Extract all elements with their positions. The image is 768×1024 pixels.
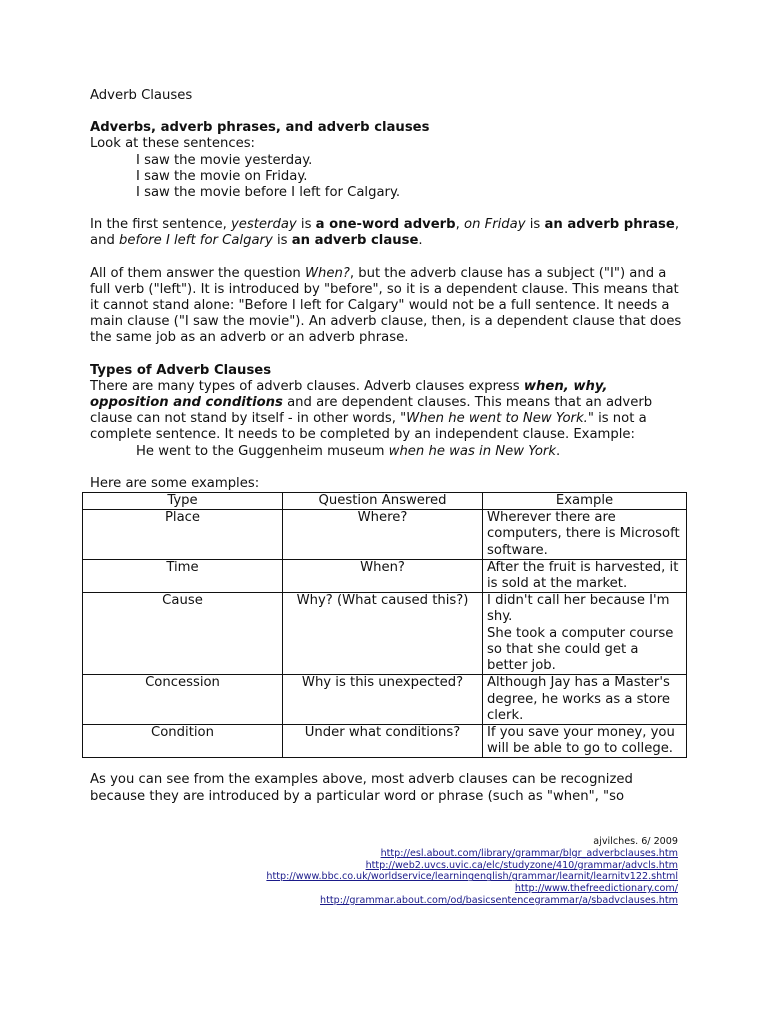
source-footer	[266, 836, 678, 907]
example-sentence: I saw the movie on Friday.	[136, 168, 308, 184]
paragraph-types: There are many types of adverb clauses. Adverb clauses express when, why, opposition and conditions and are dependent clauses. This means that an adverb clause can not stand by itself - in other words, "When he went to New York." is not a complete sentence. It needs to be completed by an independent clause. Example:	[90, 378, 653, 443]
table-row: Place Where? Wherever there are computers, there is Microsoft software.	[83, 510, 687, 560]
table-row: Cause Why? (What caused this?) I didn't call her because I'm shy. She took a computer course so that she could get a better job.	[83, 593, 687, 675]
column-header-question: Question Answered	[283, 493, 483, 510]
table-row: Condition Under what conditions? If you save your money, you will be able to go to college.	[83, 724, 687, 757]
source-link[interactable]: http://www.thefreedictionary.com/	[514, 883, 678, 895]
section-heading-adverbs: Adverbs, adverb phrases, and adverb clauses	[90, 120, 430, 136]
source-link[interactable]: http://www.bbc.co.uk/worldservice/learningenglish/grammar/learnit/learnitv122.shtml	[266, 871, 678, 883]
document-body	[90, 88, 690, 805]
column-header-example: Example	[483, 493, 687, 510]
example-guggenheim: He went to the Guggenheim museum when he was in New York.	[136, 443, 561, 459]
source-link[interactable]: http://web2.uvcs.uvic.ca/elc/studyzone/410/grammar/advcls.htm	[365, 859, 678, 871]
paragraph-recognition: As you can see from the examples above, most adverb clauses can be recognized because they are introduced by a particular word or phrase (such as "when", "so	[90, 772, 633, 804]
author-credit: ajvilches. 6/ 2009	[593, 836, 678, 847]
column-header-type: Type	[83, 493, 283, 510]
adverb-clause-table	[82, 492, 687, 758]
example-sentence: I saw the movie yesterday.	[136, 152, 313, 168]
table-header-row	[83, 493, 687, 510]
page-title: Adverb Clauses	[90, 88, 193, 103]
table-row: Concession Why is this unexpected? Although Jay has a Master's degree, he works as a store clerk.	[83, 675, 687, 725]
paragraph-dependent-clause: All of them answer the question When?, but the adverb clause has a subject ("I") and a full verb ("left"). It is introduced by "before", so it is a dependent clause. This means that it cannot stand alone: "Before I left for Calgary" would not be a full sentence. It needs a main clause ("I saw the movie"). An adverb clause, then, is a dependent clause that does the same job as an adverb or an adverb phrase.	[90, 265, 682, 346]
source-link[interactable]: http://grammar.about.com/od/basicsentencegrammar/a/sbadvclauses.htm	[320, 894, 678, 906]
section-heading-types: Types of Adverb Clauses	[90, 362, 272, 378]
example-sentence: I saw the movie before I left for Calgary.	[136, 185, 401, 201]
table-row: Time When? After the fruit is harvested, it is sold at the market.	[83, 559, 687, 592]
intro-line: Look at these sentences:	[90, 136, 256, 152]
paragraph-adverb-kinds: In the first sentence, yesterday is a one-word adverb, on Friday is an adverb phrase, and before I left for Calgary is an adverb clause.	[90, 217, 680, 249]
source-link[interactable]: http://esl.about.com/library/grammar/blgr_adverbclauses.htm	[380, 847, 678, 859]
table-intro: Here are some examples:	[90, 475, 260, 491]
